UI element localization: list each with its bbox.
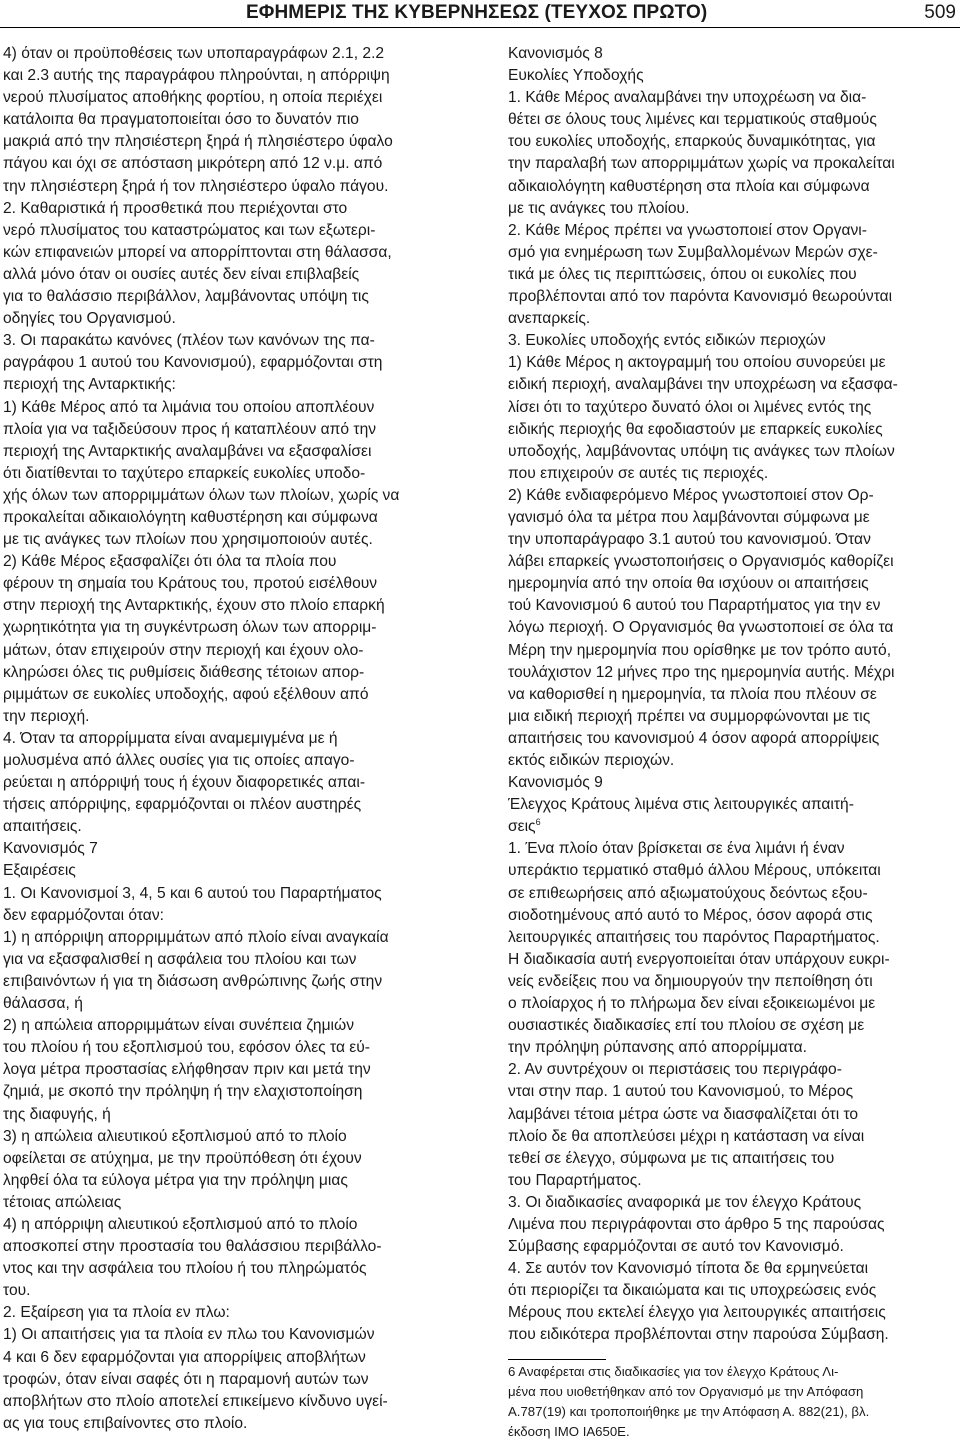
text-line: με τις ανάγκες του πλοίου. — [508, 199, 690, 217]
text-line: 1) Κάθε Μέρος η ακτογραμμή του οποίου συνορεύει με — [508, 354, 886, 372]
text-line: τήσεις απόρριψης, εφαρμόζονται οι πλέον αυστηρές — [3, 796, 362, 814]
text-line: 1. Ένα πλοίο όταν βρίσκεται σε ένα λιμάνι ή έναν — [508, 840, 845, 858]
text-line: του ευκολίες υποδοχής, επαρκούς δυναμικότητας, για — [508, 133, 876, 151]
text-line: 4. Σε αυτόν τον Κανονισμό τίποτα δε θα ερμηνεύεται — [508, 1260, 869, 1278]
text-line: 3. Οι παρακάτω κανόνες (πλέον των κανόνων της πα- — [3, 332, 375, 350]
header-divider — [0, 27, 960, 28]
gazette-title: ΕΦΗΜΕΡΙΣ ΤΗΣ ΚΥΒΕΡΝΗΣΕΩΣ (ΤΕΥΧΟΣ ΠΡΩΤΟ) — [246, 2, 708, 23]
text-line: λογα μέτρα προστασίας ελήφθησαν πριν και μετά την — [3, 1061, 371, 1079]
left-column — [3, 43, 469, 1435]
text-line: Η διαδικασία αυτή ενεργοποιείται όταν υπάρχουν ευκρι- — [508, 950, 890, 968]
text-line: τροφών, όταν είναι σαφές ότι η παραμονή αυτών των — [3, 1370, 369, 1388]
text-line: προβλέπονται από τον παρόντα Κανονισμό θεωρούνται — [508, 288, 893, 306]
text-line: περιοχή της Ανταρκτικής αναλαμβάνει να εξασφαλίσει — [3, 442, 372, 460]
text-line: φέρουν τη σημαία του Κράτους του, προτού εισέλθουν — [3, 575, 378, 593]
text-line: Λιμένα που περιγράφονται στο άρθρο 5 της παρούσας — [508, 1215, 885, 1233]
text-line: επιβαινόντων ή για τη διάσωση ανθρώπινης ζωής στην — [3, 972, 383, 990]
text-line: τουλάχιστον 12 μήνες προ της ημερομηνία αυτής. Μέχρι — [508, 663, 895, 681]
text-line: απαιτήσεις του κανονισμού 4 όσον αφορά απορρίψεις — [508, 729, 880, 747]
text-line: 1) Κάθε Μέρος από τα λιμάνια του οποίου αποπλέουν — [3, 398, 375, 416]
text-line: χωρητικότητα για τη συγκέντρωση όλων των απορριμ- — [3, 619, 377, 637]
text-line: λόγω περιοχή. Ο Οργανισμός θα γνωστοποιεί σε όλα τα — [508, 619, 894, 637]
text-line: να καθορισθεί η ημερομηνία, τα πλοία που πλέουν σε — [508, 685, 877, 703]
text-line: Σύμβασης εφαρμόζονται σε αυτό τον Κανονισμό. — [508, 1238, 844, 1256]
text-line: 1. Οι Κανονισμοί 3, 4, 5 και 6 αυτού του Παραρτήματος — [3, 884, 382, 902]
text-line: 4) όταν οι προϋποθέσεις των υποπαραγράφων 2.1, 2.2 — [3, 45, 385, 62]
footnote — [508, 1362, 960, 1442]
text-line: 2. Κάθε Μέρος πρέπει να γνωστοποιεί στον Οργανι- — [508, 221, 867, 239]
text-line: αποσκοπεί στην προστασία του θαλάσσιου περιβάλλο- — [3, 1238, 382, 1256]
footnote-divider — [508, 1359, 606, 1360]
text-line: αποβλήτων στο πλοίο αποτελεί επικείμενο κίνδυνο υγεί- — [3, 1392, 388, 1410]
text-line: την υποπαράγραφο 3.1 αυτού του κανονισμού. Όταν — [508, 531, 871, 549]
text-line: 2) η απώλεια απορριμμάτων είναι συνέπεια ζημιών — [3, 1017, 354, 1035]
text-line: απαιτήσεις. — [3, 818, 82, 836]
text-line: υπεράκτιο τερματικό σταθμό άλλου Μέρους, υπόκειται — [508, 862, 881, 880]
text-line: τικά με όλες τις περιπτώσεις, όπου οι ευκολίες που — [508, 265, 857, 283]
text-line: νερό πλυσίματος του καταστρώματος και των εξωτερι- — [3, 221, 376, 239]
text-line: μια ειδική περιοχή πρέπει να συμμορφώνονται με τις — [508, 707, 871, 725]
text-line: 3) η απώλεια αλιευτικού εξοπλισμού από το πλοίο — [3, 1127, 347, 1145]
text-line: πλοία για να ταξιδεύσουν προς ή καταπλέουν από την — [3, 420, 377, 438]
page-header — [0, 0, 960, 30]
text-line: οφείλεται σε ατύχημα, με την προϋπόθεση ότι έχουν — [3, 1149, 362, 1167]
footnote-marker[interactable]: 6 — [535, 817, 541, 828]
page-number: 509 — [924, 2, 956, 23]
text-line: αλλά μόνο όταν οι ουσίες αυτές δεν είναι επιβλαβείς — [3, 265, 360, 283]
text-line: 4 και 6 δεν εφαρμόζονται για απορρίψεις αποβλήτων — [3, 1348, 366, 1366]
text-line: περιοχή της Ανταρκτικής: — [3, 376, 176, 394]
text-line: ειδική περιοχή, αναλαμβάνει την υποχρέωση να εξασφα- — [508, 376, 898, 394]
text-line: την πλησιέστερη ξηρά ή τον πλησιέστερο ύφαλο πάγου. — [3, 177, 389, 195]
text-line: εκτός ειδικών περιοχών. — [508, 752, 675, 769]
text-line: λάβει επαρκείς γνωστοποιήσεις ο Οργανισμός καθορίζει — [508, 553, 894, 571]
text-line: ντος και την ασφάλεια του πλοίου ή του πληρώματός — [3, 1260, 367, 1278]
text-line: Μέρους που εκτελεί έλεγχο για λειτουργικές απαιτήσεις — [508, 1304, 886, 1322]
text-line: ο πλοίαρχος ή το πλήρωμα δεν είναι εξοικειωμένοι με — [508, 995, 876, 1013]
text-line: και 2.3 αυτής της παραγράφου πληρούνται, η απόρριψη — [3, 67, 390, 85]
text-line: 4. Όταν τα απορρίμματα είναι αναμεμιγμένα με ή — [3, 729, 338, 747]
text-line: που ειδικότερα προβλέπονται στην παρούσα Σύμβαση. — [508, 1326, 889, 1344]
text-line: σε επιθεωρήσεις από αξιωματούχους δεόντως εξου- — [508, 884, 868, 902]
text-line: την παραλαβή των απορριμμάτων χωρίς να προκαλείται — [508, 155, 895, 173]
text-line: ότι διατίθενται το ταχύτερο επαρκείς ευκολίες υποδο- — [3, 464, 366, 482]
text-line: μολυσμένα από άλλες ουσίες για τις οποίες απαγο- — [3, 752, 355, 769]
text-line: Έλεγχος Κράτους λιμένα στις λειτουργικές απαιτή- — [508, 796, 854, 814]
text-line: τεθεί σε έλεγχο, σύμφωνα με τις απαιτήσεις του — [508, 1149, 835, 1167]
text-line: 3. Οι διαδικασίες αναφορικά με τον έλεγχο Κράτους — [508, 1193, 862, 1211]
text-line: ανεπαρκείς. — [508, 310, 591, 328]
text-line: την πρόληψη ρύπανσης από απορρίμματα. — [508, 1039, 807, 1057]
text-line: Εξαιρέσεις — [3, 862, 76, 880]
text-line: θάλασσα, ή — [3, 995, 83, 1013]
text-line: μακριά από την πλησιέστερη ξηρά ή πλησιέστερο ύφαλο — [3, 133, 393, 151]
text-line: Ευκολίες Υποδοχής — [508, 67, 644, 85]
text-line: Κανονισμός 8 — [508, 45, 603, 62]
text-line: σεις$^6$ — [508, 817, 541, 836]
text-line: θέτει σε όλους τους λιμένες και τερματικούς σταθμούς — [508, 111, 877, 129]
text-line: 1) Οι απαιτήσεις για τα πλοία εν πλω του Κανονισμών — [3, 1326, 375, 1344]
text-line: πάγου και όχι σε απόσταση μικρότερη από 12 ν.μ. από — [3, 155, 383, 173]
text-line: Μέρη την ημερομηνία που ορίσθηκε με τον τρόπο αυτό, — [508, 641, 892, 659]
text-line: ημερομηνία από την οποία θα ισχύουν οι απαιτήσεις — [508, 575, 869, 593]
text-line: 1. Κάθε Μέρος αναλαμβάνει την υποχρέωση να δια- — [508, 89, 867, 107]
text-line: για να εξασφαλισθεί η ασφάλεια του πλοίου και των — [3, 950, 357, 968]
text-line: ρεύεται η απόρριψή τους ή έχουν διαφορετικές απαι- — [3, 774, 366, 792]
text-line: κών επιφανειών μπορεί να απορρίπτονται στη θάλασσα, — [3, 243, 392, 261]
footnote-line: έκδοση IMO IA650E. — [508, 1424, 630, 1439]
text-line: 2. Αν συντρέχουν οι περιστάσεις του περιγράφο- — [508, 1061, 842, 1079]
text-line: πλοίο δε θα αποπλεύσει μέχρι η κατάσταση να είναι — [508, 1127, 865, 1145]
footnote-line: A.787(19) και τροποποιήθηκε με την Απόφαση Α. 882(21), βλ. — [508, 1404, 870, 1419]
footnote-line: 6 Αναφέρεται στις διαδικασίες για τον έλεγχο Κράτους Λι- — [508, 1364, 839, 1379]
text-line: 3. Ευκολίες υποδοχής εντός ειδικών περιοχών — [508, 332, 826, 350]
text-line: υποδοχής, λαμβάνοντας υπόψη τις ανάγκες των πλοίων — [508, 442, 895, 460]
text-line: 1) η απόρριψη απορριμμάτων από πλοίο είναι αναγκαία — [3, 928, 389, 946]
text-line: λαμβάνει τέτοια μέτρα ώστε να διασφαλίζεται ότι το — [508, 1105, 859, 1123]
text-line: ληφθεί όλα τα εύλογα μέτρα για την πρόληψη μιας — [3, 1171, 348, 1189]
text-line: λίσει ότι το ταχύτερο δυνατό όλοι οι λιμένες εντός της — [508, 398, 872, 416]
text-line: 2. Εξαίρεση για τα πλοία εν πλω: — [3, 1304, 230, 1322]
text-line: τού Κανονισμού 6 αυτού του Παραρτήματος για την εν — [508, 597, 881, 615]
text-line: που επιχειρούν σε αυτές τις περιοχές. — [508, 464, 769, 482]
text-line: ας για τους επιβαίνοντες στο πλοίο. — [3, 1414, 248, 1432]
text-line: του. — [3, 1282, 31, 1300]
text-line: της διαφυγής, ή — [3, 1105, 111, 1123]
text-line: ζημιά, με σκοπό την πρόληψη ή την ελαχιστοποίηση — [3, 1083, 363, 1101]
text-line: γανισμό όλα τα μέτρα που λαμβάνονται σύμφωνα με — [508, 508, 870, 526]
text-line: την περιοχή. — [3, 707, 90, 725]
footnote-line: μένα που υιοθετήθηκαν από τον Οργανισμό με την Απόφαση — [508, 1384, 864, 1399]
text-line: ραγράφου 1 αυτού του Κανονισμού), εφαρμόζονται στη — [3, 354, 383, 372]
text-line: νερού πλυσίματος αποθήκης φορτίου, η οποία περιέχει — [3, 89, 383, 107]
text-line: του Παραρτήματος. — [508, 1171, 642, 1189]
text-line: Κανονισμός 7 — [3, 840, 98, 858]
text-line: 4) η απόρριψη αλιευτικού εξοπλισμού από το πλοίο — [3, 1215, 358, 1233]
text-line: σμό για ενημέρωση των Συμβαλλομένων Μερών σχε- — [508, 243, 878, 261]
text-line: με τις ανάγκες των πλοίων που χρησιμοποιούν αυτές. — [3, 531, 373, 549]
text-line: 2) Κάθε ενδιαφερόμενο Μέρος γνωστοποιεί στον Ορ- — [508, 486, 874, 504]
text-line: προκαλείται αδικαιολόγητη καθυστέρηση και σύμφωνα — [3, 508, 378, 526]
text-line: κατάλοιπα θα πραγματοποιείται όσο το δυνατόν πιο — [3, 111, 359, 129]
text-line: τέτοιας απώλειας — [3, 1193, 122, 1211]
text-line: ειδικής περιοχής θα εφοδιαστούν με επαρκείς ευκολίες — [508, 420, 883, 438]
text-line: λειτουργικές απαιτήσεις του παρόντος Παραρτήματος. — [508, 928, 880, 946]
text-line: 2) Κάθε Μέρος εξασφαλίζει ότι όλα τα πλοία που — [3, 553, 337, 571]
text-line: νται στην παρ. 1 αυτού του Κανονισμού, το Μέρος — [508, 1083, 854, 1101]
text-line: οδηγίες του Οργανισμού. — [3, 310, 176, 328]
text-line: του πλοίου ή του εξοπλισμού του, εφόσον όλες τα εύ- — [3, 1039, 370, 1057]
text-line: μάτων, όταν επιχειρούν στην περιοχή και έχουν ολο- — [3, 641, 364, 659]
text-line: σιοδοτημένους από αυτό το Μέρος, όσον αφορά στις — [508, 906, 873, 924]
text-line: αδικαιολόγητη καθυστέρηση στα πλοία και σύμφωνα — [508, 177, 870, 195]
text-line: στην περιοχή της Ανταρκτικής, έχουν στο πλοίο επαρκή — [3, 597, 385, 615]
text-line: ότι περιορίζει τα δικαιώματα και τις υποχρεώσεις ενός — [508, 1282, 877, 1300]
text-line: νείς ενδείξεις που να δημιουργούν την πεποίθηση ότι — [508, 972, 873, 990]
text-line: κληρώσει όλες τις ρυθμίσεις διάθεσης τέτοιων απορ- — [3, 663, 365, 681]
text-line: χής όλων των απορριμμάτων όλων των πλοίων, χωρίς να — [3, 486, 400, 504]
text-line: 2. Καθαριστικά ή προσθετικά που περιέχονται στο — [3, 199, 348, 217]
text-line: για το θαλάσσιο περιβάλλον, λαμβάνοντας υπόψη τις — [3, 288, 369, 306]
text-line: δεν εφαρμόζονται όταν: — [3, 906, 164, 924]
text-line: ριμμάτων σε ευκολίες υποδοχής, αφού εξέλθουν από — [3, 685, 369, 703]
right-column — [508, 43, 960, 1347]
text-line: ουσιαστικές διαδικασίες επί του πλοίου σε σχέση με — [508, 1017, 865, 1035]
text-line: Κανονισμός 9 — [508, 774, 603, 792]
